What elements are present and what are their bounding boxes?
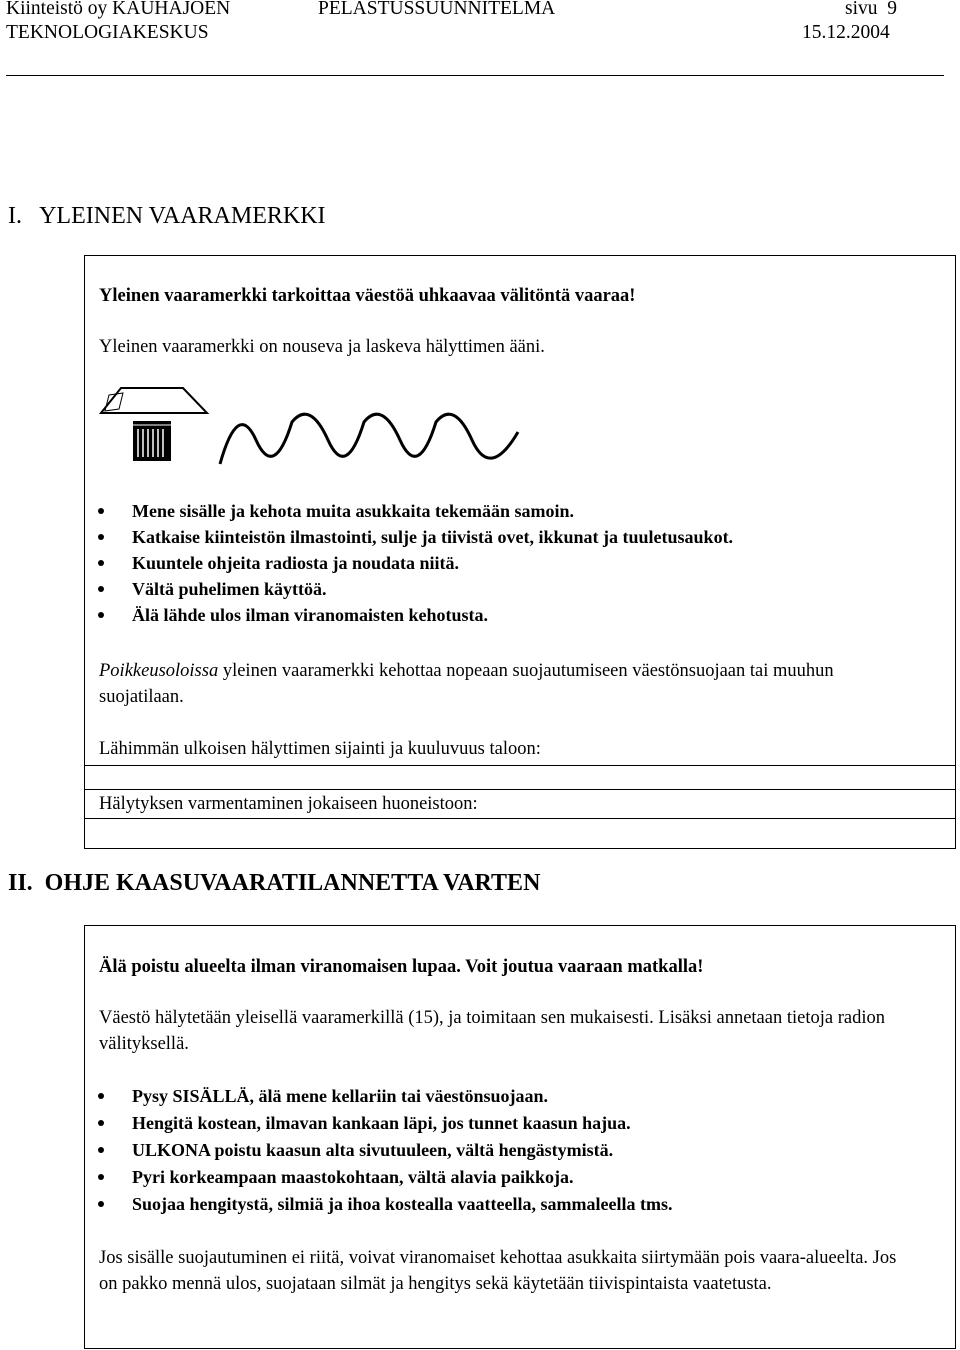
bullet-text: Vältä puhelimen käyttöä. [132, 579, 327, 599]
bullet-text: Suojaa hengitystä, silmiä ja ihoa kostealla vaatteella, sammaleella tms. [132, 1194, 673, 1214]
list-item [98, 524, 733, 550]
page-number: 9 [887, 0, 898, 19]
section2-info: Väestö hälytetään yleisellä vaaramerkillä (15), ja toimitaan sen mukaisesti. Lisäksi annetaan tietoja radion välityksellä. [99, 1008, 885, 1054]
document-date: 15.12.2004 [802, 22, 890, 43]
field2-label: Hälytyksen varmentaminen jokaiseen huoneistoon: [99, 794, 478, 814]
list-item [98, 576, 733, 602]
list-item [98, 1110, 672, 1137]
document-title: PELASTUSSUUNNITELMA [318, 0, 556, 19]
bullet-text: Kuuntele ohjeita radiosta ja noudata niitä. [132, 553, 460, 573]
section2-closing: Jos sisälle suojautuminen ei riitä, voivat viranomaiset kehottaa asukkaita siirtymään pois vaara-alueelta. Jos on pakko mennä ulos, suojataan silmät ja hengitys sekä käytetään tiivispintaista vaatetusta. [99, 1248, 897, 1294]
company-name-line2: TEKNOLOGIAKESKUS [6, 22, 209, 43]
list-item [98, 1191, 672, 1218]
field1-value[interactable] [99, 766, 939, 788]
list-item [98, 1137, 672, 1164]
bullet-text: Pyri korkeampaan maastokohtaan, vältä alavia paikkoja. [132, 1167, 574, 1187]
section1-exception-paragraph [99, 658, 919, 710]
list-item [98, 1164, 672, 1191]
exception-italic: Poikkeusoloissa [99, 661, 219, 681]
header-divider [6, 75, 944, 76]
list-item [98, 550, 733, 576]
list-item [98, 602, 733, 628]
bullet-text: Pysy SISÄLLÄ, älä mene kellariin tai väestönsuojaan. [132, 1086, 549, 1106]
list-item [98, 1083, 672, 1110]
bullet-text: Katkaise kiinteistön ilmastointi, sulje ja tiivistä ovet, ikkunat ja tuuletusaukot. [132, 527, 734, 547]
field1-label: Lähimmän ulkoisen hälyttimen sijainti ja kuuluvuus taloon: [99, 739, 541, 759]
section1-intro-bold: Yleinen vaaramerkki tarkoittaa väestöä uhkaavaa välitöntä vaaraa! [99, 286, 636, 306]
company-name-line1: Kiinteistö oy KAUHAJOEN [6, 0, 231, 19]
section1-bullet-list [98, 498, 733, 628]
field2-value[interactable] [99, 820, 939, 842]
section1-intro: Yleinen vaaramerkki on nouseva ja laskeva hälyttimen ääni. [99, 337, 545, 357]
section1-heading: I. YLEINEN VAARAMERKKI [8, 203, 326, 229]
section2-warning: Älä poistu alueelta ilman viranomaisen lupaa. Voit joutua vaaraan matkalla! [99, 957, 704, 977]
field2-top-line [84, 818, 956, 819]
field1-bottom-line [84, 789, 956, 790]
bullet-text: Hengitä kostean, ilmavan kankaan läpi, jos tunnet kaasun hajua. [132, 1113, 631, 1133]
list-item [98, 498, 733, 524]
bullet-text: Älä lähde ulos ilman viranomaisten kehotusta. [132, 605, 489, 625]
section2-heading: II. OHJE KAASUVAARATILANNETTA VARTEN [8, 870, 541, 896]
rising-falling-wave-icon [218, 410, 520, 470]
page-label: sivu [845, 0, 878, 19]
exception-text: yleinen vaaramerkki kehottaa nopeaan suojautumiseen väestönsuojaan tai muuhun suojatilaan. [99, 661, 834, 707]
section2-bullet-list [98, 1083, 672, 1218]
bullet-text: ULKONA poistu kaasun alta sivutuuleen, vältä hengästymistä. [132, 1140, 614, 1160]
bullet-text: Mene sisälle ja kehota muita asukkaita tekemään samoin. [132, 501, 575, 521]
page-indicator [845, 0, 897, 20]
siren-icon [99, 385, 211, 465]
